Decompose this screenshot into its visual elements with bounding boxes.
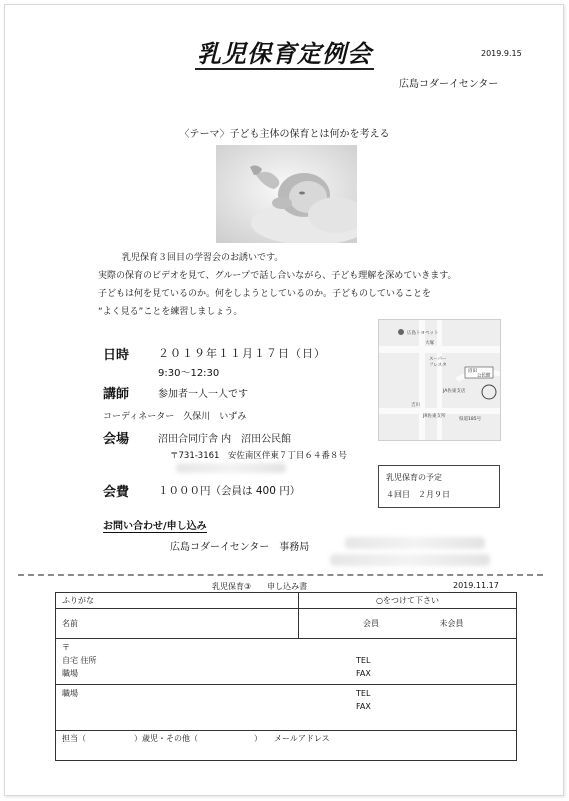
coordinator-line: コーディネーター 久保川 いずみ bbox=[103, 412, 247, 422]
tel-label: TEL bbox=[356, 656, 371, 665]
map-label-6: JA佐東支店 bbox=[443, 389, 466, 394]
datetime-value: ２０１９年１１月１７日（日） bbox=[158, 347, 326, 360]
work-label-2: 職場 bbox=[62, 689, 78, 698]
redacted-contact-1 bbox=[345, 537, 485, 549]
fee-value: １０００円（会員は 400 円） bbox=[158, 485, 301, 497]
datetime-label: 日時 bbox=[103, 348, 130, 363]
theme-line: 〈テーマ〉子ども主体の保育とは何かを考える bbox=[179, 129, 390, 140]
schedule-item: ４回目 ２月９日 bbox=[386, 490, 450, 499]
address-cell[interactable] bbox=[56, 639, 517, 685]
map-label-2: スーパー bbox=[429, 357, 447, 362]
tel-label-2: TEL bbox=[356, 689, 371, 698]
footer-cell[interactable] bbox=[56, 731, 517, 761]
map-label-9: 県道185号 bbox=[459, 417, 482, 422]
fax-label-2: FAX bbox=[356, 702, 371, 711]
schedule-title: 乳児保育の予定 bbox=[386, 473, 442, 482]
home-address-label: 自宅 住所 bbox=[62, 656, 97, 665]
map-label-0: 広島トヨペット bbox=[407, 331, 439, 336]
work-cell[interactable] bbox=[56, 685, 517, 731]
lecturer-label: 講師 bbox=[103, 387, 130, 402]
baby-photo bbox=[216, 145, 357, 243]
postal-mark: 〒 bbox=[62, 643, 70, 652]
map-label-3: フレスタ bbox=[429, 363, 447, 368]
intro-line-4: “よく見る”ことを練習しましょう。 bbox=[98, 307, 243, 317]
membership-cell[interactable] bbox=[299, 609, 517, 639]
organizer-name: 広島コダーイセンター bbox=[399, 79, 499, 90]
time-value: 9:30〜12:30 bbox=[158, 368, 220, 379]
intro-line-2: 実際の保育のビデオを見て、グループで話し合いながら、子ども理解を深めていきます。 bbox=[98, 271, 457, 281]
intro-line-1: 乳児保育３回目の学習会のお誘いです。 bbox=[122, 253, 284, 263]
schedule-box bbox=[378, 465, 500, 508]
fee-label: 会費 bbox=[103, 485, 130, 500]
contact-heading: お問い合わせ/申し込み bbox=[103, 517, 207, 533]
map-marker-toyopet bbox=[398, 329, 404, 335]
venue-value: 沼田合同庁舎 内 沼田公民館 bbox=[158, 434, 292, 445]
venue-label: 会場 bbox=[103, 432, 130, 447]
venue-address: 〒731-3161 安佐南区伴東７丁目６４番８号 bbox=[170, 451, 347, 461]
nonmember-option[interactable]: 未会員 bbox=[439, 619, 464, 628]
intro-line-3: 子どもは何を見ているのか。何をしようとしているのか。子どものしていることを bbox=[98, 289, 432, 299]
form-title: 乳児保育③ 申し込み書 bbox=[212, 582, 308, 591]
redacted-contact-2 bbox=[330, 554, 490, 566]
footer-row-text: 担当（ ）歳児・その他（ ） メールアドレス bbox=[62, 734, 330, 743]
form-date: 2019.11.17 bbox=[453, 581, 499, 590]
contact-office: 広島コダーイセンター 事務局 bbox=[170, 542, 310, 553]
work-label: 職場 bbox=[62, 669, 78, 678]
venue-map bbox=[378, 319, 501, 441]
map-label-5: 公民館 bbox=[477, 373, 491, 379]
page-title: 乳児保育定例会 bbox=[197, 40, 372, 68]
map-label-1: 大塚 bbox=[425, 341, 434, 346]
furigana-cell[interactable] bbox=[56, 593, 299, 609]
member-option[interactable]: 会員 bbox=[363, 619, 379, 628]
fax-label: FAX bbox=[356, 669, 371, 678]
application-form bbox=[55, 592, 517, 761]
cut-line bbox=[18, 574, 543, 576]
redacted-phone bbox=[176, 463, 286, 473]
map-label-8: JR佐東支所 bbox=[423, 414, 446, 419]
map-label-7: 吉川 bbox=[411, 403, 420, 408]
lecturer-value: 参加者一人一人です bbox=[158, 389, 248, 400]
furigana-label: ふりがな bbox=[62, 596, 94, 605]
circle-note: ○をつけて下さい bbox=[376, 596, 439, 605]
map-label-4: 沼田 bbox=[468, 369, 477, 374]
name-label: 名前 bbox=[62, 619, 78, 628]
issue-date: 2019.9.15 bbox=[481, 49, 522, 58]
membership-note-cell bbox=[299, 593, 517, 609]
name-cell[interactable] bbox=[56, 609, 299, 639]
